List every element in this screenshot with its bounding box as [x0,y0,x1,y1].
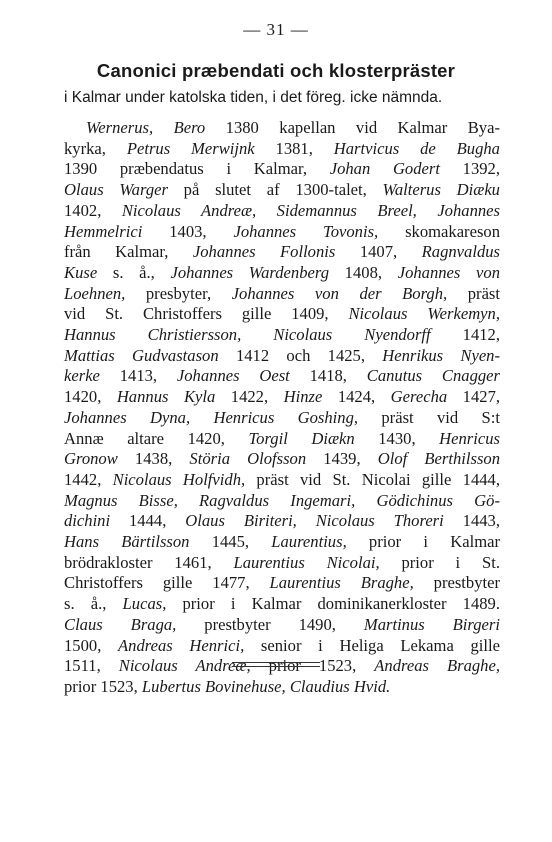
person-name: Kuse [64,262,98,282]
person-name: Gerecha [390,387,448,407]
text-line [64,366,500,387]
text-segment: Annæ altare 1420, [64,428,249,448]
person-name: dichini [64,511,111,531]
person-name: kerke [64,366,100,386]
text-line [64,118,500,139]
person-name: Canutus Cnagger [366,366,500,386]
text-segment: 1445, [189,532,272,552]
person-name: Johannes Wardenberg [170,262,330,282]
text-segment: kyrka, [64,138,127,158]
text-segment: prestbyter [413,573,501,593]
text-segment: 1430, [354,428,440,448]
text-segment: 1418, [289,366,367,386]
person-name: Johannes Follonis [192,242,336,262]
text-segment: från Kalmar, [64,242,193,262]
text-segment: 1403, [142,221,234,241]
text-segment: prior i Kalmar [346,532,500,552]
person-name: Johannes Tovonis, [233,221,379,241]
text-line [64,325,500,346]
text-line [64,449,500,470]
person-name: Johannes Oest [176,366,290,386]
text-segment: präst vid S:t [358,407,500,427]
text-line [64,408,500,429]
person-name: Hemmelrici [64,221,143,241]
person-name: Andreas Henrici, [118,635,245,655]
text-line [64,263,500,284]
text-segment: brödrakloster 1461, [64,552,234,572]
person-name: Nicolaus Werkemyn, [348,304,500,324]
person-name: Henricus [439,428,500,448]
text-segment: s. å., [64,594,123,614]
text-segment: 1422, [215,387,284,407]
text-segment: 1412 och 1425, [218,345,383,365]
text-line [64,511,500,532]
text-segment: 1444, [110,511,186,531]
text-segment: vid St. Christoffers gille 1409, [64,304,349,324]
text-line [64,636,500,657]
person-name: Torgil Diækn [248,428,355,448]
person-name: Claus Braga, [64,614,177,634]
section-heading: Canonici præbendati och klosterpräster [96,60,456,81]
text-line [64,470,500,491]
text-segment: 1424, [322,387,391,407]
text-line [64,615,500,636]
text-segment: skomakareson [378,221,500,241]
text-segment: 1381, [254,138,334,158]
person-name: Nicolaus Holfvidh, [112,469,246,489]
person-name: Olof Berthilsson [377,449,501,469]
closing-rule [232,666,320,667]
person-name: Olaus Biriteri, Nicolaus Thoreri [185,511,444,531]
text-segment: 1442, [64,469,113,489]
person-name: Johannes Dyna, Henricus Goshing, [64,407,359,427]
page-number: — 31 — [243,20,309,39]
text-line [64,677,500,698]
person-name: Nicolaus Andreæ, [118,656,251,676]
person-name: Mattias Gudvastason [64,345,219,365]
text-segment: 1443, [443,511,500,531]
text-segment: Christoffers gille 1477, [64,573,270,593]
text-line [64,573,500,594]
text-segment: 1500, [64,635,119,655]
text-line [64,553,500,574]
text-line [64,491,500,512]
text-segment: prestbyter 1490, [176,614,364,634]
text-segment: 1427, [447,387,501,407]
text-segment: senior i Heliga Lekama gille [244,635,500,655]
person-name: Walterus Diæku [382,180,500,200]
text-segment: präst vid St. Nicolai gille 1444, [245,469,500,489]
person-name: Laurentius Nicolai, [233,552,380,572]
text-segment: präst [447,283,501,303]
text-segment: 1511, [64,656,119,676]
person-name: Hannus Christiersson, Nicolaus Nyendorff [64,325,431,345]
person-name: Laurentius, [271,532,347,552]
text-line [64,139,500,160]
person-name: Petrus Merwijnk [126,138,255,158]
person-name: Andreas Braghe, [374,656,500,676]
text-segment: prior 1523, [64,676,142,696]
person-name: Magnus Bisse, Ragvaldus Ingemari, Gödichinus Gö- [64,490,500,510]
text-line [64,346,500,367]
text-segment: 1413, [99,366,177,386]
person-name: Johan Godert [329,159,440,179]
person-name: Lubertus Bovinehuse, Claudius Hvid. [141,676,391,696]
person-name: Hinze [283,387,323,407]
text-line [64,387,500,408]
text-segment: 1390 præbendatus i Kalmar, [64,159,330,179]
text-segment: 1402, [64,200,122,220]
person-name: Gronow [64,449,118,469]
person-name: Laurentius Braghe, [269,573,414,593]
text-segment: 1392, [439,159,500,179]
text-segment: s. å., [97,262,171,282]
person-name: Henrikus Nyen- [382,345,501,365]
text-line [64,284,500,305]
text-segment: 1408, [329,262,398,282]
person-name: Hans Bärtilsson [64,532,190,552]
text-segment: presbyter, [125,283,232,303]
text-line [64,429,500,450]
person-name: Nicolaus Andreæ, Sidemannus Breel, Johannes [121,200,500,220]
text-line [64,594,500,615]
person-name: Hannus Kyla [116,387,216,407]
text-segment: på slutet af 1300-talet, [167,180,383,200]
closing-rule [232,662,320,663]
text-segment: 1438, [117,449,190,469]
person-name: Loehnen, [64,283,126,303]
body-paragraph [64,118,500,698]
person-name: Johannes von der Borgh, [231,283,448,303]
text-segment: 1407, [335,242,422,262]
text-line [64,532,500,553]
person-name: Johannes von [397,262,501,282]
person-name: Ragnvaldus [421,242,500,262]
text-line [64,201,500,222]
person-name: Lucas, [122,594,167,614]
text-segment: prior 1523, [250,656,375,676]
text-line [64,222,500,243]
text-segment: prior i St. [379,552,500,572]
person-name: Olaus Warger [64,180,168,200]
text-segment: prior i Kalmar dominikanerkloster 1489. [166,594,500,614]
text-line [64,242,500,263]
text-segment: 1420, [64,387,117,407]
text-line [64,159,500,180]
person-name: Störia Olofsson [189,449,307,469]
text-line [64,180,500,201]
text-segment: 1412, [430,325,500,345]
person-name: Wernerus, Bero [86,118,206,137]
section-subheading: i Kalmar under katolska tiden, i det föreg. icke nämnda. [64,89,443,106]
person-name: Hartvicus de Bugha [333,138,500,158]
text-line [64,304,500,325]
text-segment: 1380 kapellan vid Kalmar Bya- [205,118,500,137]
person-name: Martinus Birgeri [363,614,500,634]
text-segment: 1439, [306,449,378,469]
